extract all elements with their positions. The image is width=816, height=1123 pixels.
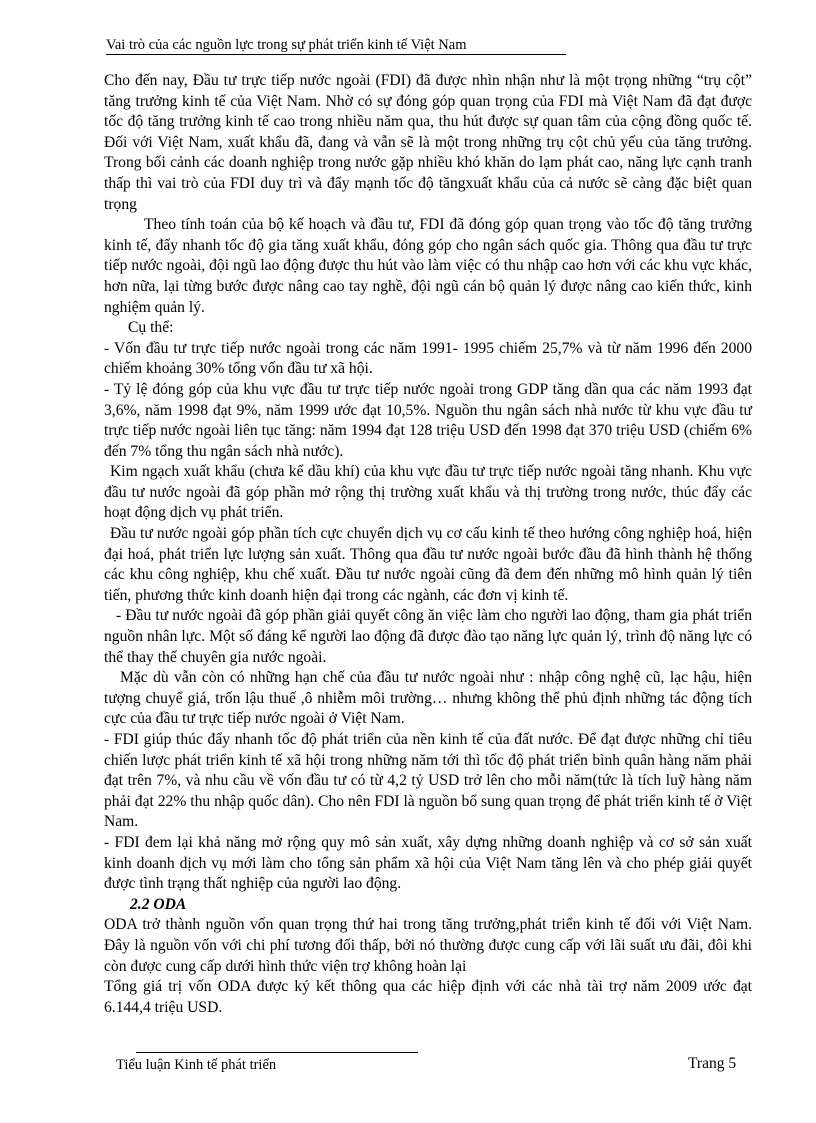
footer-divider — [136, 1052, 418, 1053]
paragraph-fdi-contribution: Theo tính toán của bộ kế hoạch và đầu tư, FDI đã đóng góp quan trọng vào tốc độ tăng trưởng kinh tế, đẩy nhanh tốc độ gia tăng xuất khẩu, đóng góp cho ngân sách quốc gia. Thông qua đầu tư trực tiếp nước ngoài, đội ngũ lao động được thu hút vào làm việc có thu nhập cao hơn với các khu vực khác, hơn nữa, lại từng bước được nâng cao tay nghề, đội ngũ cán bộ quản lý được nâng cao kiến thức, kinh nghiệm quản lý. — [104, 216, 752, 316]
list-item-production-scale: - FDI đem lại khả năng mở rộng quy mô sản xuất, xây dựng những doanh nghiệp và cơ sở sản xuất kinh doanh dịch vụ mới làm cho tổng sản phẩm xã hội của Việt Nam tăng lên và cho phép giải quyết được tình trạng thất nghiệp của người lao động. — [104, 833, 752, 893]
list-item-employment: - Đầu tư nước ngoài đã góp phần giải quyết công ăn việc làm cho người lao động, tham gia phát triển nguồn nhân lực. Một số đáng kể người lao động đã được đào tạo năng lực quản lý, trình độ năng lực có thể thay thế chuyên gia nước ngoài. — [104, 607, 752, 666]
paragraph-limitations: Mặc dù vẫn còn có những hạn chế của đầu tư nước ngoài như : nhập công nghệ cũ, lạc hậu, hiện tượng chuyể giá, trốn lậu thuế ,ô nhiễm môi trường… nhưng không thể phủ định những tác động tích cực của đầu tư trực tiếp nước ngoài ở Việt Nam. — [104, 669, 752, 728]
section-heading-oda: 2.2 ODA — [130, 895, 187, 913]
paragraph-export-turnover: Kim ngạch xuất khẩu (chưa kể dầu khí) của khu vực đầu tư trực tiếp nước ngoài tăng nhanh. Khu vực đầu tư nước ngoài đã góp phần mở rộng thị trường xuất khẩu và thị trường trong nước, thúc đẩy các hoạt động dịch vụ phát triển. — [104, 463, 752, 522]
list-item-investment-share: - Vốn đầu tư trực tiếp nước ngoài trong các năm 1991- 1995 chiếm 25,7% và từ năm 1996 đến 2000 chiếm khoảng 30% tổng vốn đầu tư xã hội. — [104, 339, 752, 378]
paragraph-specifics-label: Cụ thể: — [128, 319, 174, 337]
list-item-growth-speed: - FDI giúp thúc đẩy nhanh tốc độ phát triển của nền kinh tế của đất nước. Để đạt được những chỉ tiêu chiến lược phát triển kinh tế xã hội trong những năm tới thì tốc độ phát triển bình quân hàng năm phải đạt trên 7%, và nhu cầu về vốn đầu tư có từ 4,2 tỷ USD trở lên cho mỗi năm(tức là tích luỹ hàng năm phải đạt 22% thu nhập quốc dân). Cho nên FDI là nguồn bổ sung quan trọng để phát triển kinh tế ở Việt Nam. — [104, 731, 752, 831]
paragraph-structural-shift: Đầu tư nước ngoài góp phần tích cực chuyển dịch vụ cơ cấu kinh tế theo hướng công nghiệp hoá, hiện đại hoá, phát triển lực lượng sản xuất. Thông qua đầu tư nước ngoài bước đầu đã hình thành hệ thống các khu công nghiệp, khu chế xuất. Đầu tư nước ngoài cũng đã đem đến những mô hình quản lý tiên tiến, phương thức kinh doanh hiện đại trong các ngành, các đơn vị kinh tế. — [104, 525, 752, 604]
document-body — [104, 71, 752, 1018]
paragraph-oda-intro: ODA trở thành nguồn vốn quan trọng thứ hai trong tăng trưởng,phát triển kinh tế đối với Việt Nam. Đây là nguồn vốn với chi phí tương đối thấp, bởi nó thường được cung cấp với lãi suất ưu đãi, đôi khi còn được cung cấp dưới hình thức viện trợ không hoàn lại — [104, 916, 752, 975]
footer-document-title: Tiểu luận Kinh tế phát triển — [116, 1057, 277, 1073]
paragraph-fdi-intro: Cho đến nay, Đầu tư trực tiếp nước ngoài (FDI) đã được nhìn nhận như là một trọng những “trụ cột” tăng trưởng kinh tế của Việt Nam. Nhờ có sự đóng góp quan trọng của FDI mà Việt Nam đã đạt được tốc độ tăng trưởng kinh tế cao trong nhiều năm qua, thu hút được sự quan tâm của cộng đồng quốc tế. Đối với Việt Nam, xuất khẩu đã, đang và vẫn sẽ là một trong những trụ cột chủ yếu của tăng trưởng. Trong bối cảnh các doanh nghiệp trong nước gặp nhiều khó khăn do lạm phát cao, năng lực cạnh tranh thấp thì vai trò của FDI duy trì và đẩy mạnh tốc độ tăngxuất khẩu của cả nước sẽ càng đặc biệt quan trọng — [104, 72, 752, 213]
running-header: Vai trò của các nguồn lực trong sự phát triển kinh tế Việt Nam — [106, 36, 566, 55]
page-number: Trang 5 — [688, 1055, 737, 1072]
list-item-gdp-share: - Tỷ lệ đóng góp của khu vực đầu tư trực tiếp nước ngoài trong GDP tăng dần qua các năm 1993 đạt 3,6%, năm 1998 đạt 9%, năm 1999 ước đạt 10,5%. Nguồn thu ngân sách nhà nước từ khu vực đầu tư trực tiếp nước ngoài liên tục tăng: năm 1994 đạt 128 triệu USD đến 1998 đạt 370 triệu USD (chiếm 6% đến 7% tổng thu ngân sách nhà nước). — [104, 380, 752, 460]
paragraph-oda-total: Tổng giá trị vốn ODA được ký kết thông qua các hiệp định với các nhà tài trợ năm 2009 ước đạt 6.144,4 triệu USD. — [104, 978, 752, 1016]
